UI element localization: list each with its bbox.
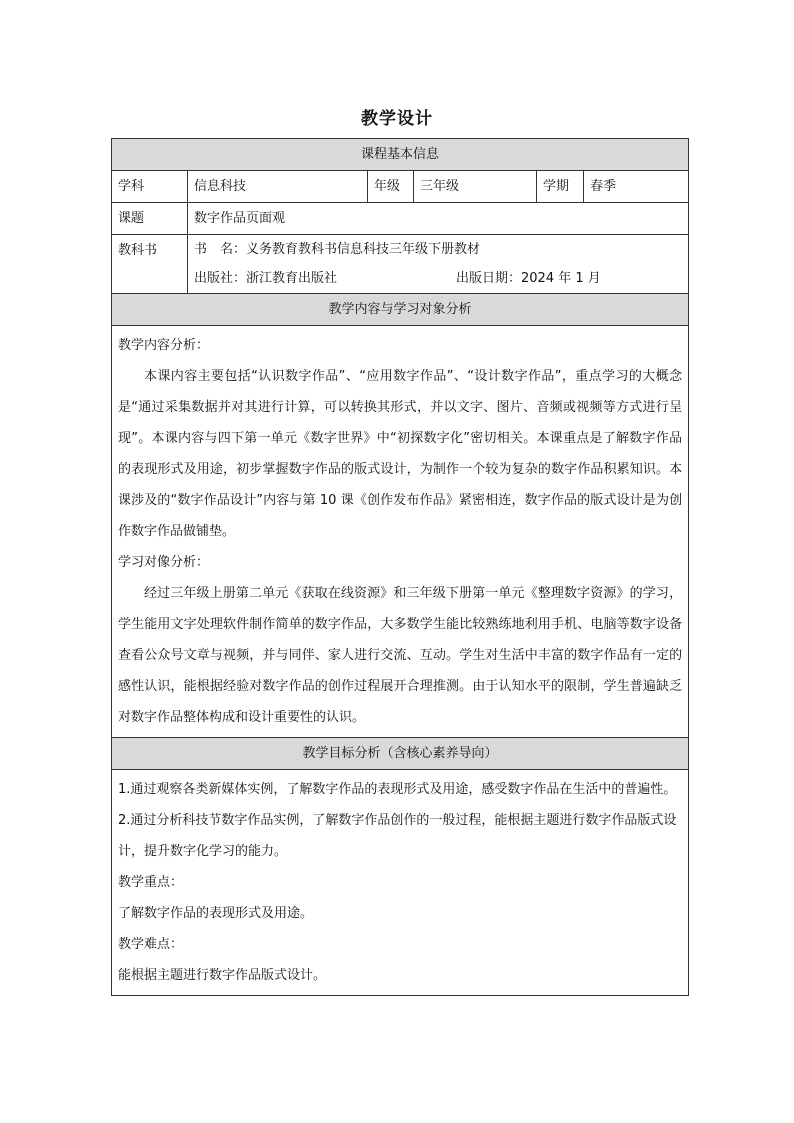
objective-1: 1.通过观察各类新媒体实例，了解数字作品的表现形式及用途，感受数字作品在生活中的普遍性。 <box>118 782 677 797</box>
pubdate-value: 2024 年 1 月 <box>521 270 601 286</box>
key-point-text: 了解数字作品的表现形式及用途。 <box>118 906 314 921</box>
grade-label: 年级 <box>368 171 414 203</box>
content-analysis-block <box>112 326 689 738</box>
term-label: 学期 <box>537 171 584 203</box>
section-header-content-analysis: 教学内容与学习对象分析 <box>112 294 689 326</box>
lesson-plan-table <box>111 138 689 996</box>
pubdate-field <box>456 269 601 289</box>
textbook-label: 教科书 <box>112 235 188 294</box>
objectives-block <box>112 770 689 996</box>
section-header-basic-info: 课程基本信息 <box>112 139 689 171</box>
learner-analysis-label: 学习对像分析： <box>118 555 210 570</box>
publisher-label: 出版社： <box>194 270 247 286</box>
publisher-value: 浙江教育出版社 <box>246 270 338 286</box>
content-analysis-text: 本课内容主要包括“认识数字作品”、“应用数字作品”、“设计数字作品”，重点学习的大概念是“通过采集数据并对其进行计算，可以转换其形式，并以文字、图片、音频或视频等方式进行呈现”。本课内容与四下第一单元《数字世界》中“初探数字化”密切相关。本课重点是了解数字作品的表现形式及用途，初步掌握数字作品的版式设计，为制作一个较为复杂的数字作品积累知识。本课涉及的“数字作品设计”内容与第 10 课《创作发布作品》紧密相连，数字作品的版式设计是为创作数字作品做铺垫。 <box>118 369 683 539</box>
book-name-line <box>188 235 689 265</box>
publisher-field <box>194 269 456 289</box>
learner-analysis-text: 经过三年级上册第二单元《获取在线资源》和三年级下册第一单元《整理数字资源》的学习，学生能用文字处理软件制作简单的数字作品，大多数学生能比较熟练地利用手机、电脑等数字设备查看公众号文章与视频，并与同伴、家人进行交流、互动。学生对生活中丰富的数字作品有一定的感性认识，能根据经验对数字作品的创作过程展开合理推测。由于认知水平的限制，学生普遍缺乏对数字作品整体构成和设计重要性的认识。 <box>118 586 683 725</box>
topic-label: 课题 <box>112 203 188 235</box>
content-analysis-label: 教学内容分析： <box>118 338 210 353</box>
difficulty-label: 教学难点： <box>118 937 184 952</box>
book-name-label: 书 名： <box>194 241 247 257</box>
subject-label: 学科 <box>112 171 188 203</box>
pubdate-label: 出版日期： <box>456 270 522 286</box>
key-point-label: 教学重点： <box>118 875 184 890</box>
term-value: 春季 <box>584 171 689 203</box>
subject-value: 信息科技 <box>188 171 368 203</box>
grade-value: 三年级 <box>414 171 537 203</box>
difficulty-text: 能根据主题进行数字作品版式设计。 <box>118 968 327 983</box>
book-name-value: 义务教育教科书信息科技三年级下册教材 <box>246 241 481 257</box>
topic-value: 数字作品页面观 <box>188 203 689 235</box>
publisher-line <box>188 264 689 294</box>
section-header-objectives: 教学目标分析（含核心素养导向） <box>112 738 689 770</box>
page-title: 教学设计 <box>361 109 433 129</box>
objective-2: 2.通过分析科技节数字作品实例，了解数字作品创作的一般过程，能根据主题进行数字作品版式设计，提升数字化学习的能力。 <box>118 813 677 859</box>
